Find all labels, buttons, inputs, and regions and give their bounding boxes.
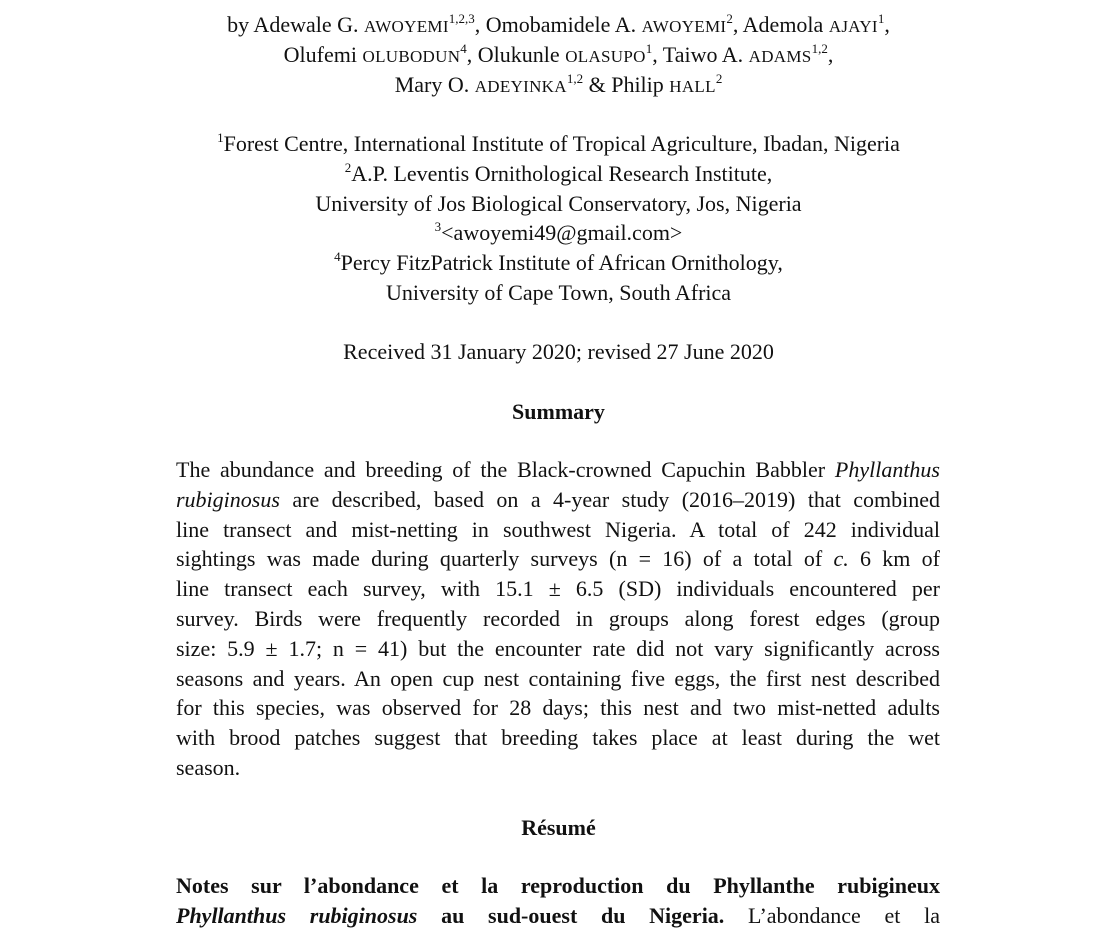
resume-heading: Résumé xyxy=(521,815,596,840)
summary-line: with brood patches suggest that breeding takes place at least during the wet xyxy=(176,725,940,751)
affiliation-marker: 1,2 xyxy=(811,41,828,56)
author-surname: AJAYI xyxy=(828,17,878,36)
author-surname: AWOYEMI xyxy=(364,17,449,36)
author-surname: OLASUPO xyxy=(565,47,646,66)
affiliation-marker: 4 xyxy=(334,249,341,264)
affiliation-3 xyxy=(0,218,1117,248)
summary-line xyxy=(176,544,940,574)
species-name: Phyllanthus rubiginosus xyxy=(176,902,418,928)
author-surname: OLUBODUN xyxy=(362,47,461,66)
summary-line: survey. Birds were frequently recorded in groups along forest edges (group xyxy=(176,605,940,631)
resume-title-line: Notes sur l’abondance et la reproduction du Phyllanthe rubigineux xyxy=(176,873,940,898)
by-prefix: by Adewale G. xyxy=(227,12,364,37)
affiliation-marker: 1 xyxy=(645,41,653,56)
summary-line: line transect each survey, with 15.1 ± 6.5 (SD) individuals encountered per xyxy=(176,576,940,602)
author-given-name: & Philip xyxy=(583,72,670,97)
resume-line xyxy=(176,901,940,931)
affiliation-text: A.P. Leventis Ornithological Research Institute, xyxy=(351,161,773,186)
author-given-name: , Omobamidele A. xyxy=(474,12,642,37)
author-surname: ADAMS xyxy=(748,47,812,66)
affiliation-marker: 2 xyxy=(726,11,733,26)
author-line-1 xyxy=(0,10,1117,42)
text-run: 6 km of xyxy=(848,546,940,572)
author-given-name: , Ademola xyxy=(732,12,829,37)
affiliation-1 xyxy=(0,129,1117,159)
affiliation-text: University of Jos Biological Conservatory, Jos, Nigeria xyxy=(315,191,802,216)
affiliation-marker: 2 xyxy=(344,160,352,175)
author-given-name: , Olukunle xyxy=(466,42,566,67)
separator: , xyxy=(827,42,834,67)
author-given-name: Mary O. xyxy=(394,72,475,97)
affiliation-marker: 4 xyxy=(460,41,467,56)
affiliation-marker: 3 xyxy=(434,219,442,234)
email-address: <awoyemi49@gmail.com> xyxy=(441,220,683,245)
species-name: rubiginosus xyxy=(176,486,280,512)
received-date: Received 31 January 2020; revised 27 June 2020 xyxy=(343,339,774,364)
affiliation-text: Percy FitzPatrick Institute of African Ornithology, xyxy=(340,250,783,275)
affiliation-2 xyxy=(0,159,1117,189)
affiliation-marker: 1 xyxy=(877,11,885,26)
summary-line xyxy=(176,455,940,485)
summary-line: line transect and mist-netting in southwest Nigeria. A total of 242 individual xyxy=(176,516,940,542)
affiliation-marker: 1,2 xyxy=(566,71,584,86)
author-surname: ADEYINKA xyxy=(474,77,567,96)
affiliation-text: University of Cape Town, South Africa xyxy=(385,280,732,305)
text-run: L’abondance et la xyxy=(724,902,940,928)
affiliation-text: Forest Centre, International Institute of Tropical Agriculture, Ibadan, Nigeria xyxy=(223,131,900,156)
summary-line: seasons and years. An open cup nest containing five eggs, the first nest described xyxy=(176,665,940,691)
summary-heading: Summary xyxy=(512,399,605,424)
summary-line: size: 5.9 ± 1.7; n = 41) but the encounter rate did not vary significantly across xyxy=(176,635,940,661)
author-surname: AWOYEMI xyxy=(641,17,727,36)
affiliation-2-continued xyxy=(0,189,1117,219)
summary-line xyxy=(176,485,940,515)
summary-paragraph xyxy=(176,455,940,783)
summary-line: for this species, was observed for 28 days; this nest and two mist-netted adults xyxy=(176,695,940,721)
text-run: sightings was made during quarterly surveys (n = 16) of a total of xyxy=(176,546,834,572)
author-line-3 xyxy=(0,70,1117,102)
affiliation-marker: 1 xyxy=(217,130,224,145)
affiliation-4 xyxy=(0,248,1117,278)
affiliation-marker: 1,2,3 xyxy=(448,11,475,26)
resume-paragraph xyxy=(176,871,940,931)
text-run: au sud-ouest du Nigeria. xyxy=(417,902,725,928)
species-name: Phyllanthus xyxy=(834,457,940,482)
author-surname: HALL xyxy=(669,77,716,96)
author-given-name: Olufemi xyxy=(283,42,363,67)
affiliation-marker: 2 xyxy=(715,71,723,86)
separator: , xyxy=(884,12,890,37)
text-run: are described, based on a 4-year study (2016–2019) that combined xyxy=(279,486,940,512)
text-run: The abundance and breeding of the Black-crowned Capuchin Babbler xyxy=(176,457,835,482)
author-given-name: , Taiwo A. xyxy=(652,42,749,67)
circa-abbrev: c. xyxy=(833,546,849,572)
author-line-2 xyxy=(0,40,1117,72)
summary-line: season. xyxy=(176,754,241,780)
affiliation-4-continued xyxy=(0,278,1117,308)
